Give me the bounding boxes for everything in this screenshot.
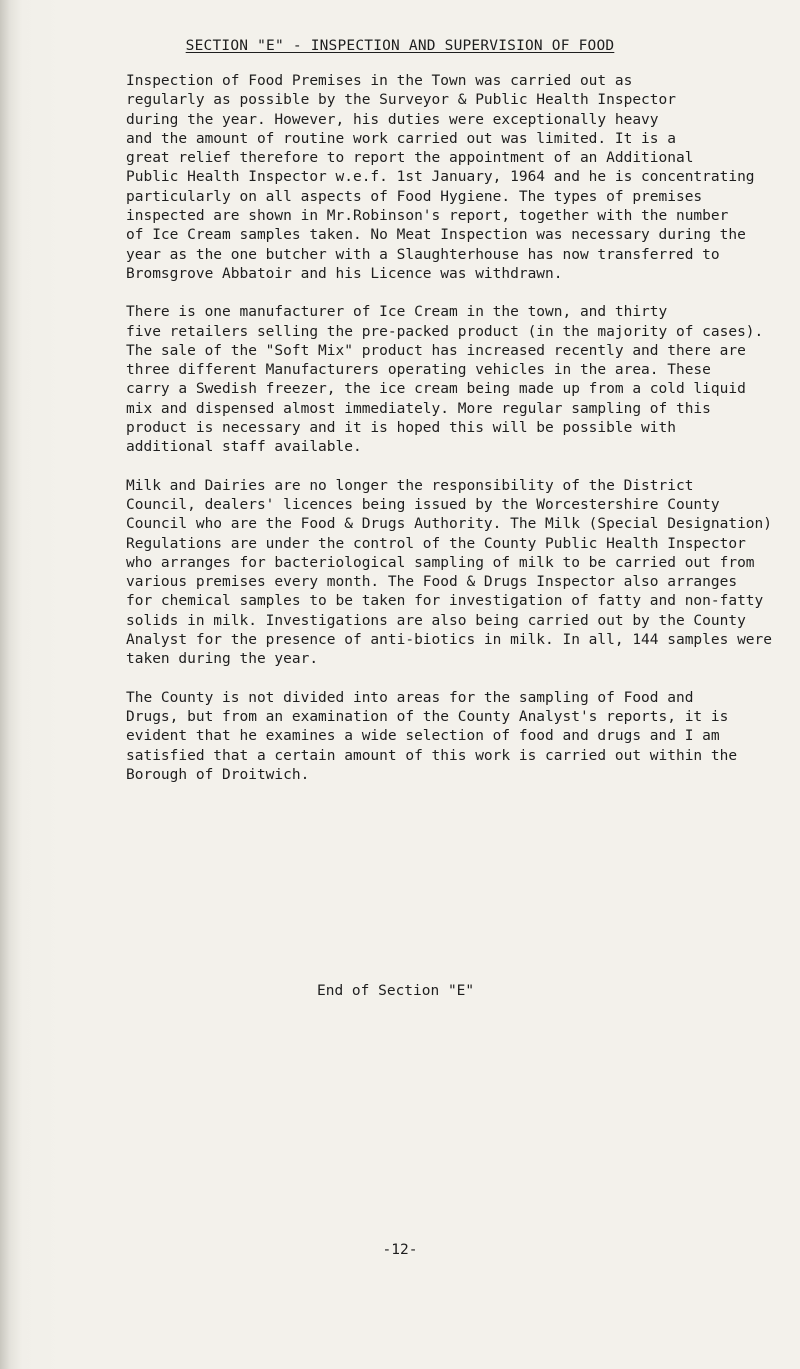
body-text: [126, 72, 773, 804]
paragraph-milk-dairies: Milk and Dairies are no longer the responsibility of the District Council, dealers' licences being issued by the Worcestershire County Council who are the Food & Drugs Authority. The Milk (Special Designation) Regulations are under the control of the County Public Health Inspector who arranges for bacteriological sampling of milk to be carried out from various premises every month. The Food & Drugs Inspector also arranges for chemical samples to be taken for investigation of fatty and non-fatty solids in milk. Investigations are also being carried out by the County Analyst for the presence of anti-biotics in milk. In all, 144 samples were taken during the year.: [126, 477, 773, 668]
end-of-section-note: End of Section "E": [317, 983, 475, 999]
page-number: -12-: [382, 1242, 418, 1258]
section-heading: SECTION "E" - INSPECTION AND SUPERVISION OF FOOD: [185, 38, 615, 54]
paragraph-food-premises: Inspection of Food Premises in the Town was carried out as regularly as possible by the Surveyor & Public Health Inspector during the year. However, his duties were exceptionally heavy and the amount of routine work carried out was limited. It is a great relief therefore to report the appointment of an Additional Public Health Inspector w.e.f. 1st January, 1964 and he is concentrating particularly on all aspects of Food Hygiene. The types of premises inspected are shown in Mr.Robinson's report, together with the number of Ice Cream samples taken. No Meat Inspection was necessary during the year as the one butcher with a Slaughterhouse has now transferred to Bromsgrove Abbatoir and his Licence was withdrawn.: [126, 73, 755, 282]
paragraph-ice-cream: There is one manufacturer of Ice Cream in the town, and thirty five retailers selling the pre-packed product (in the majority of cases). The sale of the "Soft Mix" product has increased recently and there are three different Manufacturers operating vehicles in the area. These carry a Swedish freezer, the ice cream being made up from a cold liquid mix and dispensed almost immediately. More regular sampling of this product is necessary and it is hoped this will be possible with additional staff available.: [126, 304, 764, 456]
paragraph-county-sampling: The County is not divided into areas for the sampling of Food and Drugs, but from an examination of the County Analyst's reports, it is evident that he examines a wide selection of food and drugs and I am satisfied that a certain amount of this work is carried out within the Borough of Droitwich.: [126, 689, 738, 783]
